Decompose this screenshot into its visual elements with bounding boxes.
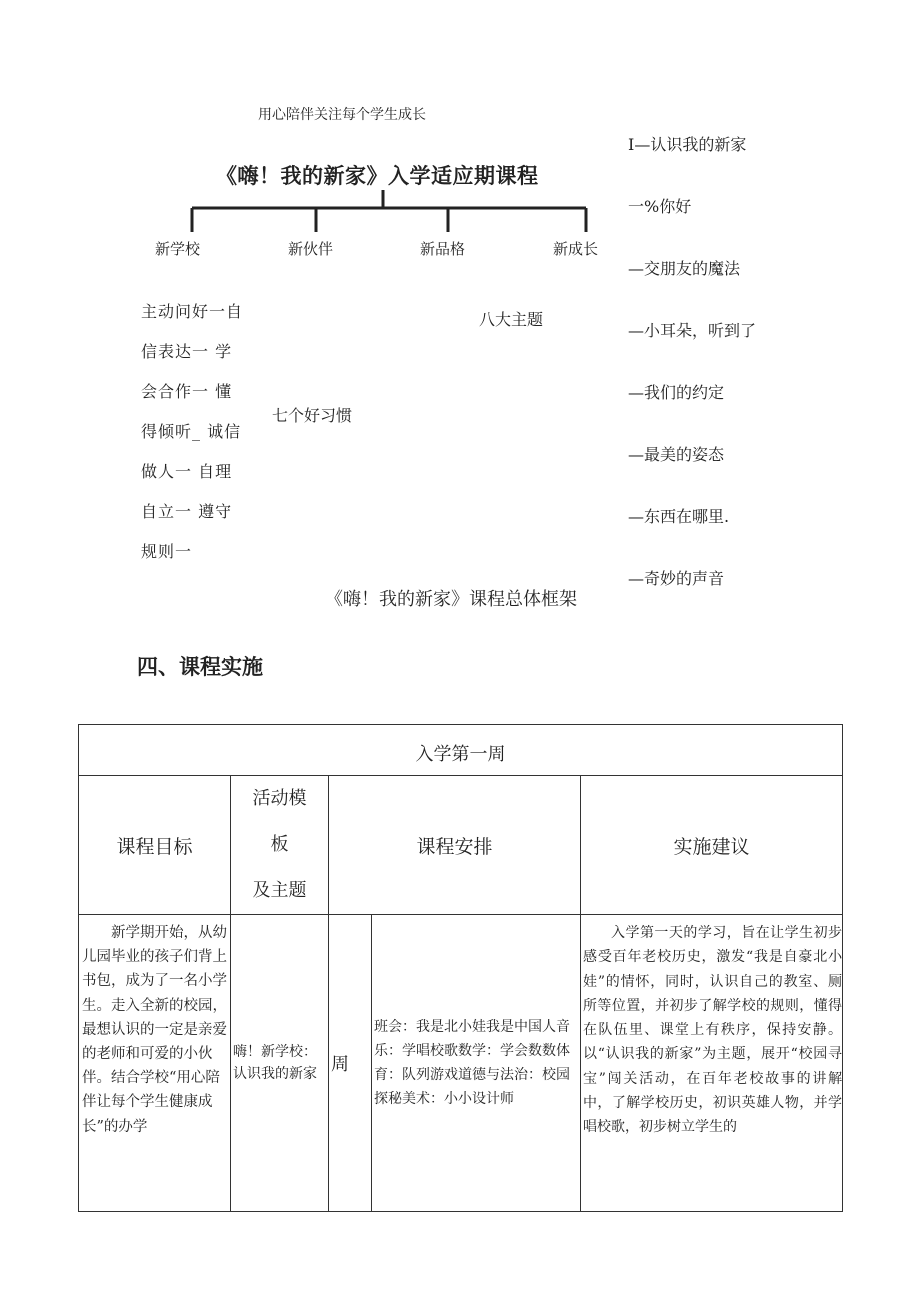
header-goal: 课程目标 (79, 776, 231, 915)
habits-list (141, 292, 249, 572)
branch-new-friends: 新伙伴 (288, 240, 334, 258)
branch-new-school: 新学校 (155, 240, 201, 258)
header-arrangement: 课程安排 (329, 776, 581, 915)
module-cell: 嗨！新学校：认识我的新家 (231, 915, 329, 1212)
branch-new-character: 新品格 (420, 240, 466, 258)
goal-cell: 新学期开始，从幼儿园毕业的孩子们背上书包，成为了一名小学生。走入全新的校园，最想认识的一定是亲爱的老师和可爱的小伙伴。结合学校“用心陪伴让每个学生健康成长”的办学 (79, 915, 231, 1212)
theme-item: —我们的约定 (628, 383, 725, 402)
header-suggestion: 实施建议 (581, 776, 843, 915)
habit-line: 自立一 遵守 (141, 502, 233, 521)
period-cell: 周 (329, 915, 372, 1212)
table-row (79, 915, 843, 1212)
theme-item: —交朋友的魔法 (628, 259, 741, 278)
course-title: 《嗨！我的新家》入学适应期课程 (216, 164, 539, 188)
arrangement-cell: 班会：我是北小娃我是中国人音乐：学唱校歌数学：学会数数体育：队列游戏道德与法治：校园探秘美术：小小设计师 (372, 915, 581, 1212)
theme-item: —东西在哪里. (628, 507, 730, 526)
figure-caption: 《嗨！我的新家》课程总体框架 (325, 589, 577, 610)
habit-line: 会合作一 懂 (141, 382, 233, 401)
habit-line: 得倾听_ 诚信 (141, 422, 242, 441)
theme-item: 一%你好 (628, 197, 692, 216)
section-title: 四、课程实施 (137, 655, 263, 679)
implementation-table (78, 724, 843, 1212)
habit-line: 信表达一 学 (141, 342, 233, 361)
header-module (231, 776, 329, 915)
eight-themes-label: 八大主题 (479, 310, 544, 329)
seven-habits-label: 七个好习惯 (272, 406, 353, 425)
week-title: 入学第一周 (79, 725, 843, 776)
header-module-line: 及主题 (252, 880, 307, 901)
theme-item: —最美的姿态 (628, 445, 725, 464)
branch-new-growth: 新成长 (553, 240, 599, 258)
header-module-line: 板 (270, 834, 289, 855)
framework-tree-lines (0, 0, 920, 260)
habit-line: 主动问好一自 (141, 302, 244, 321)
motto-text: 用心陪伴关注每个学生成长 (258, 107, 426, 123)
themes-list (628, 114, 757, 588)
habit-line: 规则一 (141, 542, 193, 561)
habit-line: 做人一 自理 (141, 462, 233, 481)
theme-item: —奇妙的声音 (628, 569, 725, 588)
theme-item: —小耳朵，听到了 (628, 321, 757, 340)
suggestion-cell: 入学第一天的学习，旨在让学生初步感受百年老校历史，激发“我是自豪北小娃”的情怀，同时，认识自己的教室、厕所等位置，并初步了解学校的规则，懂得在队伍里、课堂上有秩序，保持安静。以“认识我的新家”为主题，展开“校园寻宝”闯关活动，在百年老校故事的讲解中，了解学校历史，初识英雄人物，并学唱校歌，初步树立学生的 (581, 915, 843, 1212)
header-module-line: 活动模 (252, 788, 307, 809)
theme-item: I—认识我的新家 (628, 135, 747, 154)
